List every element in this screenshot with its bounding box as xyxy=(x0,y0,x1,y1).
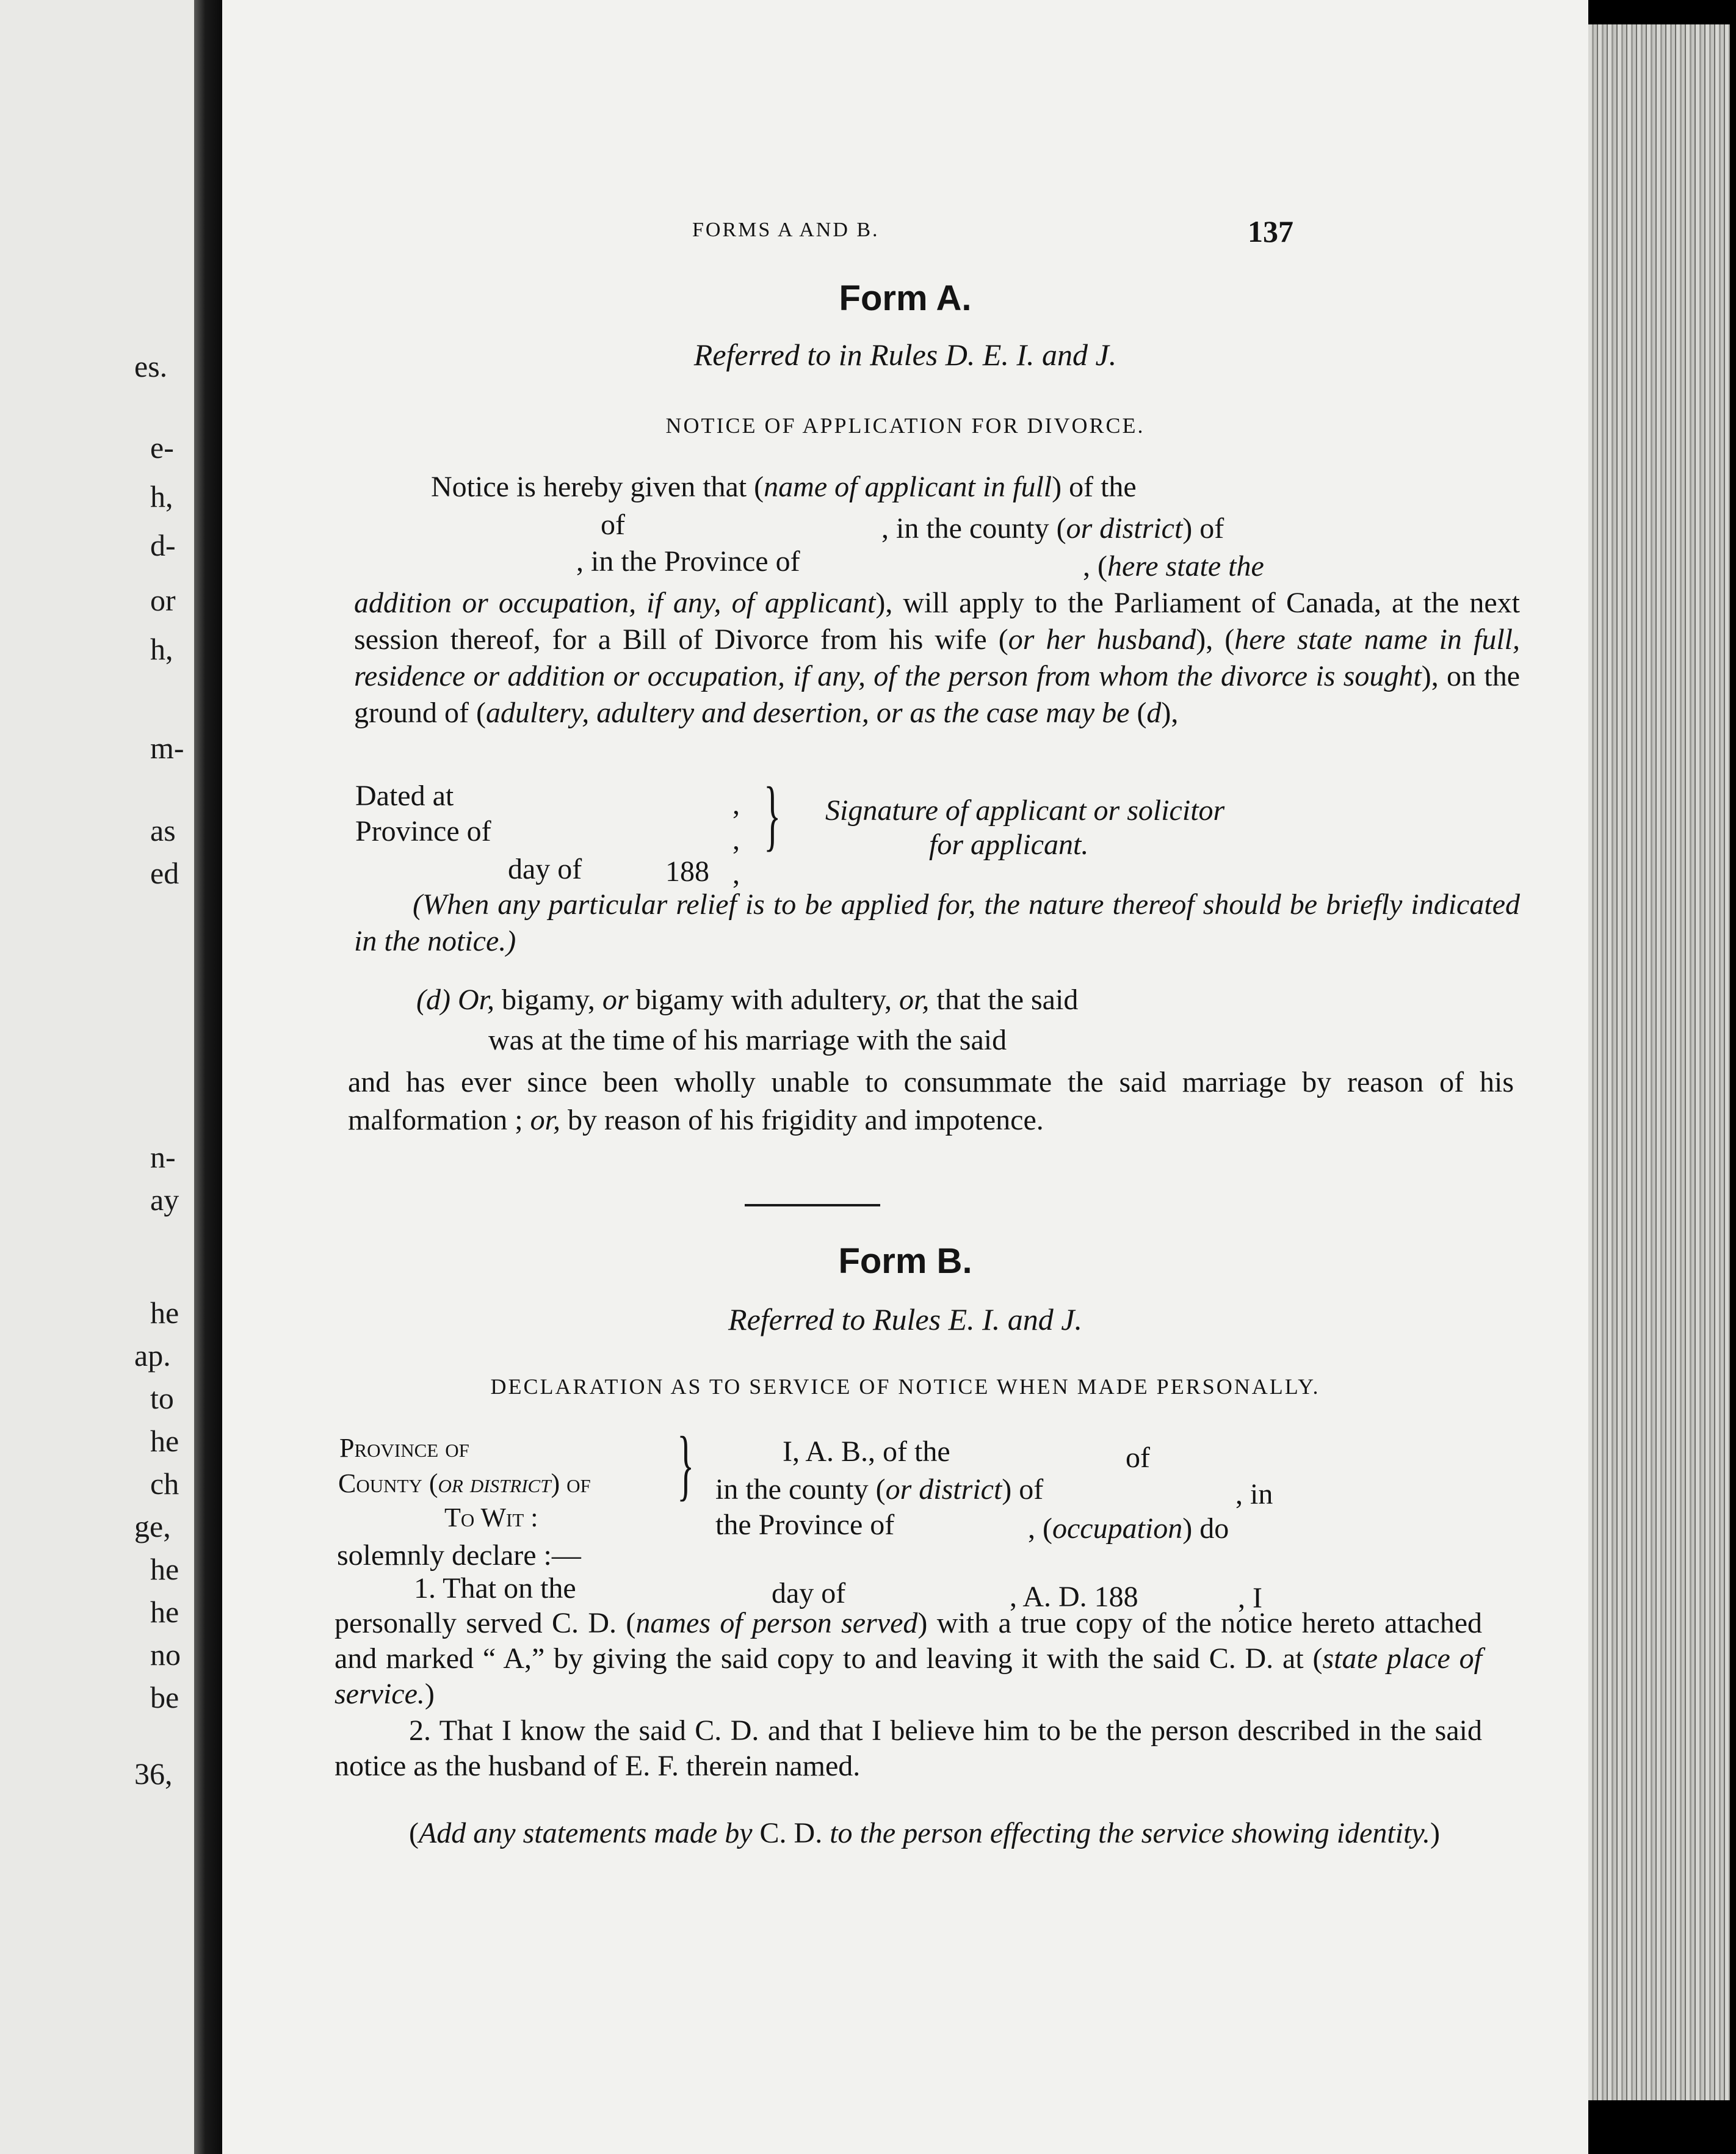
left-page-fragment: he xyxy=(150,1424,179,1458)
left-page-fragment: e- xyxy=(150,430,174,465)
item-1-body: personally served C. D. (names of person served) with a true copy of the notice hereto attached and marked “ A,” by giving the said copy to and leaving it with the said C. D. at (state place of service.) xyxy=(335,1607,1482,1710)
left-page xyxy=(0,0,194,2154)
form-a-heading: NOTICE OF APPLICATION FOR DIVORCE. xyxy=(665,413,1145,438)
footnote-d-rest: and has ever since been wholly unable to consummate the said marriage by reason of his malformation ; or, by reason of his frigidity and impotence. xyxy=(348,1066,1514,1136)
form-a-note: (When any particular relief is to be applied for, the nature thereof should be briefly indicated in the notice.) xyxy=(354,888,1520,957)
left-page-fragment: h, xyxy=(150,632,173,666)
dated-comma-2: , xyxy=(732,824,740,856)
decl-line-1b: of xyxy=(1126,1441,1150,1474)
venue-county: County (or district) of xyxy=(338,1468,591,1498)
left-page-fragment: n- xyxy=(150,1140,176,1174)
left-page-fragment: ch xyxy=(150,1467,179,1501)
left-page-fragment: or xyxy=(150,583,176,617)
footnote-d-line-1: (d) Or, bigamy, or bigamy with adultery, or, that the said xyxy=(416,984,1079,1016)
form-a-subtitle: Referred to in Rules D. E. I. and J. xyxy=(693,338,1117,372)
page-edges xyxy=(1588,24,1730,2100)
page xyxy=(222,0,1588,2154)
page-number: 137 xyxy=(1248,214,1293,248)
left-page-fragment: no xyxy=(150,1637,181,1672)
solemnly-declare: solemnly declare :— xyxy=(337,1539,581,1572)
decl-line-3a: the Province of xyxy=(715,1509,895,1541)
form-a-line-3a: , in the Province of xyxy=(576,545,800,578)
province-of-label: Province of xyxy=(355,815,491,847)
form-a-title: Form A. xyxy=(839,278,972,318)
item-2: 2. That I know the said C. D. and that I believe him to be the person described in the said notice as the husband of E. F. therein named. xyxy=(335,1714,1482,1782)
decl-line-1a: I, A. B., of the xyxy=(783,1435,950,1468)
decl-line-2c: , in xyxy=(1235,1478,1273,1510)
dated-comma-3: , xyxy=(732,858,740,890)
form-a-line-2b: , in the county (or district) of xyxy=(881,512,1224,545)
left-page-fragment: to xyxy=(150,1381,174,1415)
left-page-fragment: he xyxy=(150,1552,179,1586)
left-page-fragment: es. xyxy=(134,349,168,383)
left-page-fragment: he xyxy=(150,1296,179,1330)
venue-to-wit: To Wit : xyxy=(444,1503,538,1532)
left-page-fragment: m- xyxy=(150,731,184,765)
left-page-fragment: as xyxy=(150,813,176,847)
left-page-fragment: he xyxy=(150,1595,179,1629)
footnote-d-line-2: was at the time of his marriage with the said xyxy=(488,1024,1007,1056)
day-of-label: day of xyxy=(508,853,582,885)
left-page-fragment: ge, xyxy=(134,1509,171,1543)
signature-brace: } xyxy=(764,771,781,859)
running-head: FORMS A AND B. xyxy=(692,219,880,241)
closing-note: (Add any statements made by C. D. to the person effecting the service showing identity.) xyxy=(409,1817,1440,1849)
signature-line-1: Signature of applicant or solicitor xyxy=(825,794,1225,827)
venue-province: Province of xyxy=(339,1433,469,1463)
decl-line-2: in the county (or district) of xyxy=(715,1473,1044,1506)
venue-brace: } xyxy=(677,1421,695,1509)
item-1-year: , A. D. 188 xyxy=(1010,1581,1138,1613)
form-b-subtitle: Referred to Rules E. I. and J. xyxy=(728,1302,1082,1336)
year-label: 188 xyxy=(665,855,709,888)
book-gutter xyxy=(194,0,222,2154)
item-1-i: , I xyxy=(1238,1582,1262,1614)
form-b-heading: DECLARATION AS TO SERVICE OF NOTICE WHEN MADE PERSONALLY. xyxy=(490,1374,1320,1399)
left-page-fragment: d- xyxy=(150,528,176,562)
item-1-start: 1. That on the xyxy=(414,1572,576,1605)
form-a-line-2a: of xyxy=(601,509,625,541)
left-page-fragment: h, xyxy=(150,479,173,513)
left-page-fragment: ap. xyxy=(134,1338,171,1373)
dated-comma-1: , xyxy=(732,788,740,821)
item-1-day: day of xyxy=(772,1577,846,1609)
section-divider xyxy=(745,1204,880,1206)
form-a-line-1: Notice is hereby given that (name of applicant in full) of the xyxy=(431,471,1137,503)
decl-line-3b: , (occupation) do xyxy=(1028,1512,1229,1545)
signature-line-2: for applicant. xyxy=(929,829,1089,861)
form-a-body: addition or occupation, if any, of applicant), will apply to the Parliament of Canada, at the next session thereof, for a Bill of Divorce from his wife (or her husband), (here state name in full, residence or addition or occupation, if any, of the person from whom the divorce is sought), on the ground of (adultery, adultery and desertion, or as the case may be (d), xyxy=(354,587,1521,729)
left-page-fragment: ay xyxy=(150,1183,179,1217)
left-page-fragment: be xyxy=(150,1680,179,1714)
form-a-line-3b: , (here state the xyxy=(1083,550,1264,582)
dated-at-label: Dated at xyxy=(355,780,454,812)
form-b-title: Form B. xyxy=(838,1241,972,1281)
left-page-fragment: 36, xyxy=(134,1757,173,1791)
left-page-fragment: ed xyxy=(150,856,179,890)
